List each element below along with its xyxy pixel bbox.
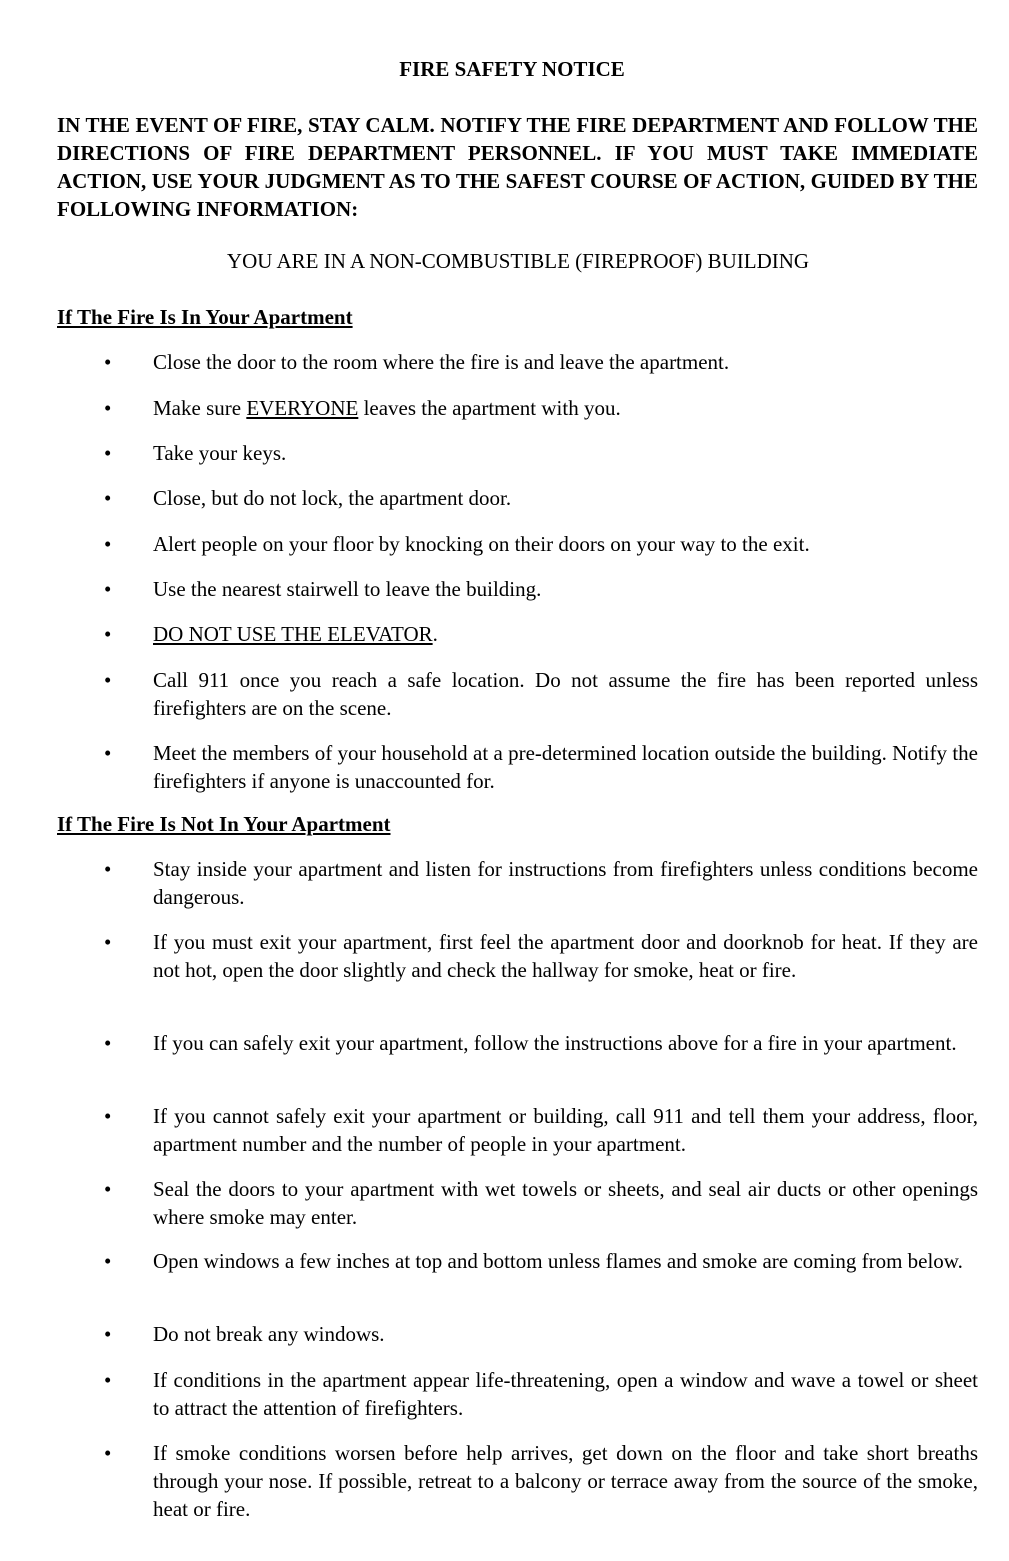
bullet: • <box>104 622 112 646</box>
section-heading-fire-in-apartment: If The Fire Is In Your Apartment <box>57 305 353 329</box>
bullet: • <box>104 396 112 420</box>
list-item-text-after: leaves the apartment with you. <box>358 396 621 420</box>
list-item-text: If smoke conditions worsen before help arrives, get down on the floor and take short breaths through your nose. If possible, retreat to a balcony or terrace away from the source of the smoke, heat or fire. <box>153 1441 978 1521</box>
list-item-text: Call 911 once you reach a safe location. Do not assume the fire has been reported unless firefighters are on the scene. <box>153 668 978 720</box>
list-item-text: Do not break any windows. <box>153 1322 385 1346</box>
list-item-text: Meet the members of your household at a pre-determined location outside the building. Notify the firefighters if anyone is unaccounted for. <box>153 741 978 793</box>
building-type: YOU ARE IN A NON-COMBUSTIBLE (FIREPROOF) BUILDING <box>226 249 810 273</box>
notice-title: FIRE SAFETY NOTICE <box>399 57 625 81</box>
bullet: • <box>104 1031 112 1055</box>
list-item-text: If you can safely exit your apartment, follow the instructions above for a fire in your apartment. <box>153 1031 957 1055</box>
bullet: • <box>104 1441 112 1465</box>
elevator-warning-emphasis: DO NOT USE THE ELEVATOR <box>153 622 433 646</box>
bullet: • <box>104 1368 112 1392</box>
list-item-text: If conditions in the apartment appear life-threatening, open a window and wave a towel or sheet to attract the attention of firefighters. <box>153 1368 978 1420</box>
list-item-text <box>153 394 978 422</box>
notice-intro: IN THE EVENT OF FIRE, STAY CALM. NOTIFY THE FIRE DEPARTMENT AND FOLLOW THE DIRECTIONS OF FIRE DEPARTMENT PERSONNEL. IF YOU MUST TAKE IMMEDIATE ACTION, USE YOUR JUDGMENT AS TO THE SAFEST COURSE OF ACTION, GUIDED BY THE FOLLOWING INFORMATION: <box>57 113 978 221</box>
bullet: • <box>104 857 112 881</box>
bullet: • <box>104 1177 112 1201</box>
list-item-text: Open windows a few inches at top and bottom unless flames and smoke are coming from below. <box>153 1249 963 1273</box>
list-item-text: Take your keys. <box>153 441 287 465</box>
bullet: • <box>104 532 112 556</box>
list-item-text: If you cannot safely exit your apartment or building, call 911 and tell them your address, floor, apartment number and the number of people in your apartment. <box>153 1104 978 1156</box>
list-item-text: Seal the doors to your apartment with wet towels or sheets, and seal air ducts or other openings where smoke may enter. <box>153 1177 978 1229</box>
bullet: • <box>104 441 112 465</box>
list-item-text: Use the nearest stairwell to leave the building. <box>153 577 542 601</box>
bullet: • <box>104 930 112 954</box>
list-item-text: Alert people on your floor by knocking on their doors on your way to the exit. <box>153 532 810 556</box>
list-item-text <box>153 620 978 648</box>
section-heading-fire-not-in-apartment: If The Fire Is Not In Your Apartment <box>57 812 391 836</box>
list-item-text: If you must exit your apartment, first feel the apartment door and doorknob for heat. If they are not hot, open the door slightly and check the hallway for smoke, heat or fire. <box>153 930 978 982</box>
everyone-emphasis: EVERYONE <box>246 396 359 420</box>
list-item-text-before: Make sure <box>153 396 247 420</box>
bullet: • <box>104 577 112 601</box>
list-item-text: Close, but do not lock, the apartment door. <box>153 486 512 510</box>
bullet: • <box>104 1249 112 1273</box>
bullet: • <box>104 350 112 374</box>
bullet: • <box>104 741 112 765</box>
bullet: • <box>104 1322 112 1346</box>
list-item-text: Stay inside your apartment and listen for instructions from firefighters unless conditions become dangerous. <box>153 857 978 909</box>
list-item-text: Close the door to the room where the fire is and leave the apartment. <box>153 350 730 374</box>
bullet: • <box>104 486 112 510</box>
bullet: • <box>104 668 112 692</box>
list-item-text-after: . <box>432 622 438 646</box>
bullet: • <box>104 1104 112 1128</box>
